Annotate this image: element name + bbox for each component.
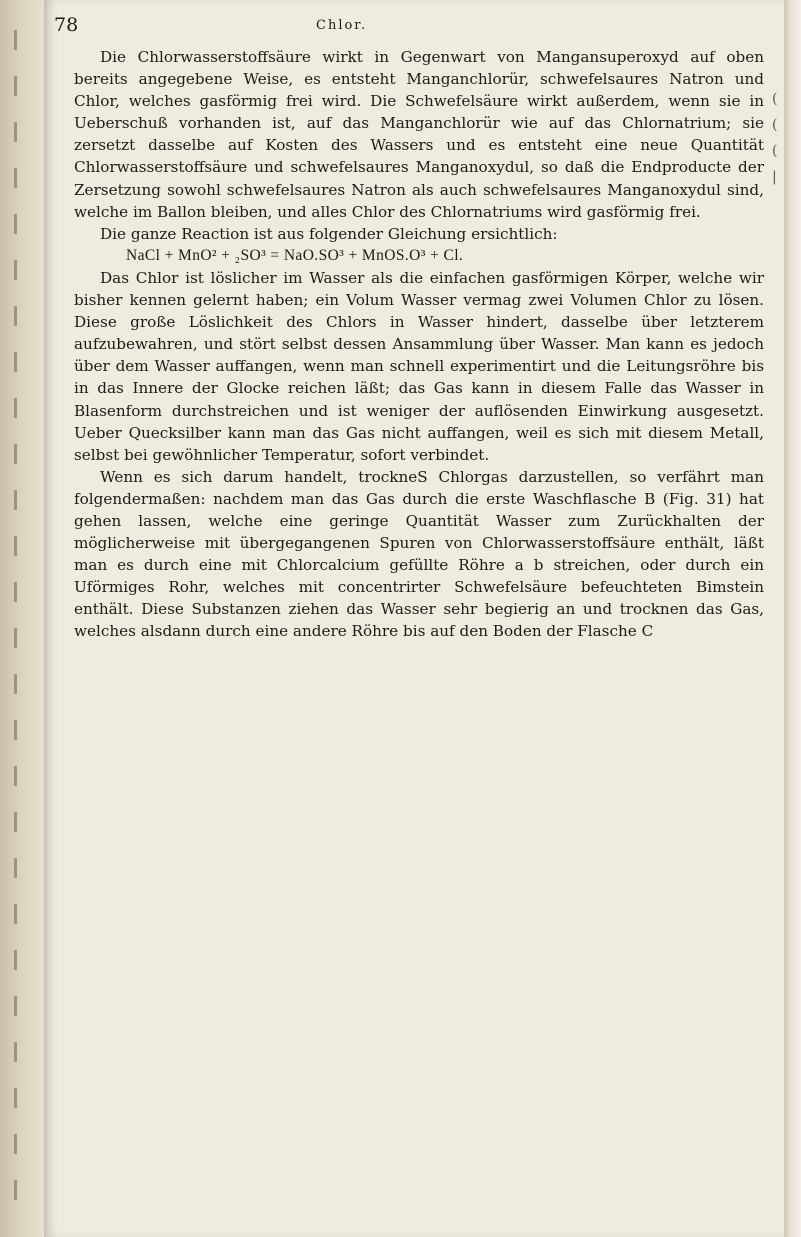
- paragraph-1: Die Chlorwasserstoffsäure wirkt in Gegenwart von Mangansuperoxyd auf oben bereits angegebene Weise, es entsteht Manganchlorür, schwefelsaures Natron und Chlor, welches gasförmig frei wird. Die Schwefelsäure wirkt außerdem, wenn sie in Ueberschuß vorhanden ist, auf das Manganchlorür wie auf das Chlornatrium; sie zersetzt dasselbe auf Kosten des Wassers und es entsteht eine neue Quantität Chlorwasserstoffsäure und schwefelsaures Manganoxydul, so daß die Endproducte der Zersetzung sowohl schwefelsaures Natron als auch schwefelsaures Manganoxydul sind, welche im Ballon bleiben, und alles Chlor des Chlornatriums wird gasförmig frei.: [74, 48, 764, 221]
- binding-stitching: [14, 30, 17, 1210]
- margin-mark: (: [772, 143, 778, 159]
- margin-mark: |: [772, 169, 777, 185]
- margin-marks: [772, 86, 784, 190]
- body-text: [74, 46, 764, 643]
- paragraph-2: Die ganze Reaction ist aus folgender Gleichung ersichtlich:: [100, 224, 558, 243]
- paragraph-3: Das Chlor ist löslicher im Wasser als die einfachen gasförmigen Körper, welche wir bisher kennen gelernt haben; ein Volum Wasser vermag zwei Volumen Chlor zu lösen. Diese große Löslichkeit des Chlors in Wasser hindert, dasselbe über letzterem aufzubewahren, und stört selbst dessen Ansammlung über Wasser. Man kann es jedoch über dem Wasser auffangen, wenn man schnell experimentirt und die Leitungsröhre bis in das Innere der Glocke reichen läßt; das Gas kann in diesem Falle das Wasser in Blasenform durchstreichen und ist weniger der auflösenden Einwirkung ausgesetzt. Ueber Quecksilber kann man das Gas nicht auffangen, weil es sich mit diesem Metall, selbst bei gewöhnlicher Temperatur, sofort verbindet.: [74, 268, 764, 464]
- book-binding: [0, 0, 44, 1237]
- margin-mark: (: [772, 91, 778, 107]
- page-number: 78: [54, 14, 79, 36]
- page-header: [44, 6, 784, 40]
- facing-page-edge: [784, 0, 801, 1237]
- margin-mark: (: [772, 117, 778, 133]
- chemical-equation: NaCl + MnO² + ₂SO³ = NaO.SO³ + MnOS.O³ + Cl.: [126, 246, 464, 264]
- book-page: [44, 0, 784, 1237]
- running-head: Chlor.: [316, 18, 368, 33]
- paragraph-4: Wenn es sich darum handelt, trockneS Chlorgas darzustellen, so verfährt man folgendermaßen: nachdem man das Gas durch die erste Waschflasche B (Fig. 31) hat gehen lassen, welche eine geringe Quantität Wasser zum Zurückhalten der möglicherweise mit übergegangenen Spuren von Chlorwasserstoffsäure enthält, läßt man es durch eine mit Chlorcalcium gefüllte Röhre a b streichen, oder durch ein Uförmiges Rohr, welches mit concentrirter Schwefelsäure befeuchteten Bimstein enthält. Diese Substanzen ziehen das Wasser sehr begierig an und trocknen das Gas, welches alsdann durch eine andere Röhre bis auf den Boden der Flasche C: [74, 467, 764, 641]
